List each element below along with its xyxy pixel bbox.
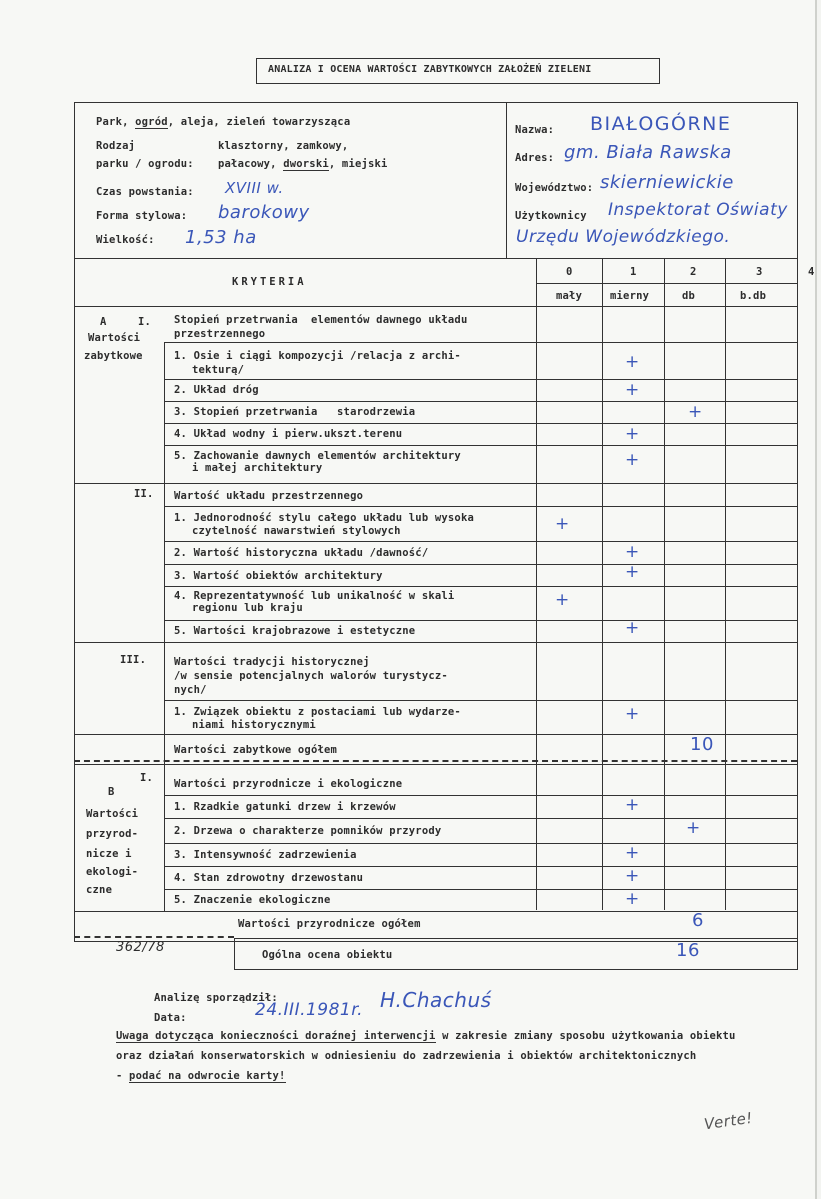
g2-item4-mark: + bbox=[555, 590, 570, 610]
b-item2: 2. Drzewa o charakterze pomników przyrody bbox=[174, 825, 442, 837]
uzytkownicy-value-2: Urzędu Wojewódzkiego. bbox=[516, 227, 731, 247]
analysed-by-label: Analizę sporządził: bbox=[154, 992, 278, 1004]
czas-label: Czas powstania: bbox=[96, 186, 194, 198]
b-line-0 bbox=[164, 795, 797, 796]
nazwa-value: BIAŁOGÓRNE bbox=[590, 113, 732, 135]
section-b-name-5: czne bbox=[86, 884, 113, 896]
nazwa-label: Nazwa: bbox=[515, 124, 555, 136]
group3-roman: III. bbox=[120, 654, 147, 666]
col0-num: 0 bbox=[566, 266, 573, 278]
b-item5-mark: + bbox=[625, 889, 640, 909]
g3-line-1 bbox=[74, 734, 797, 735]
b-item4-mark: + bbox=[625, 866, 640, 886]
total-b-value: 6 bbox=[692, 910, 704, 931]
g2-item1-mark: + bbox=[555, 514, 570, 534]
grid-col-1 bbox=[602, 258, 603, 910]
g1-item1-mark: + bbox=[625, 352, 640, 372]
g3-item1-line1: 1. Związek obiektu z postaciami lub wydarze- bbox=[174, 706, 461, 718]
total-a-divider-dashed bbox=[74, 760, 797, 762]
section-b-label: B bbox=[108, 786, 115, 798]
section-b-group-title: Wartości przyrodnicze i ekologiczne bbox=[174, 778, 403, 790]
grid-col-3 bbox=[725, 258, 726, 910]
section-b-name-4: ekologi- bbox=[86, 866, 139, 878]
note-line-1-underlined: Uwaga dotycząca konieczności doraźnej interwencji bbox=[116, 1030, 436, 1042]
g3-item1-mark: + bbox=[625, 704, 640, 724]
note-line-1-rest: w zakresie zmiany sposobu użytkowania obiektu bbox=[435, 1030, 736, 1042]
header-mid-line bbox=[536, 283, 797, 284]
g1-line-3 bbox=[164, 423, 797, 424]
g3-line-0 bbox=[164, 700, 797, 701]
date-value: 24.III.1981r. bbox=[255, 1000, 364, 1020]
g2-line-4 bbox=[164, 620, 797, 621]
signature: H.Chachuś bbox=[380, 988, 492, 1012]
g1-item3-mark: + bbox=[688, 402, 703, 422]
g2-line-2 bbox=[164, 564, 797, 565]
rodzaj-label: Rodzaj bbox=[96, 140, 136, 152]
group1-title-1: Stopień przetrwania elementów dawnego układu bbox=[174, 314, 468, 326]
g2-item4-line2: regionu lub kraju bbox=[192, 602, 303, 614]
b-line-1 bbox=[164, 818, 797, 819]
info-bottom-line bbox=[74, 258, 797, 259]
g2-item1-line1: 1. Jednorodność stylu całego układu lub wysoka bbox=[174, 512, 474, 524]
g1-line-5 bbox=[74, 483, 797, 484]
uzytkownicy-value-1: Inspektorat Oświaty bbox=[608, 200, 788, 220]
g1-item5-line1: 5. Zachowanie dawnych elementów architektury bbox=[174, 450, 461, 462]
g1-item2: 2. Układ dróg bbox=[174, 384, 259, 396]
rodzaj-options-2: pałacowy, dworski, miejski bbox=[218, 158, 388, 170]
park-type-line: Park, ogród, aleja, zieleń towarzysząca bbox=[96, 116, 351, 128]
wielkosc-label: Wielkość: bbox=[96, 234, 155, 246]
g1-line-0 bbox=[164, 342, 797, 343]
b-item3: 3. Intensywność zadrzewienia bbox=[174, 849, 357, 861]
note-line-2: oraz działań konserwatorskich w odniesieniu do zadrzewienia i obiektów architektonicznych bbox=[116, 1050, 697, 1062]
b-item5: 5. Znaczenie ekologiczne bbox=[174, 894, 331, 906]
b-item1-mark: + bbox=[625, 795, 640, 815]
col3-label: b.db bbox=[740, 290, 767, 302]
g1-item3: 3. Stopień przetrwania starodrzewia bbox=[174, 406, 416, 418]
g1-item5-line2: i małej architektury bbox=[192, 462, 323, 474]
section-a-name-2: zabytkowe bbox=[84, 350, 143, 362]
adres-value: gm. Biała Rawska bbox=[564, 142, 732, 163]
g1-item5-mark: + bbox=[625, 450, 640, 470]
group1-title-2: przestrzennego bbox=[174, 328, 266, 340]
g1-item1-line2: tekturą/ bbox=[192, 364, 245, 376]
col1-num: 1 bbox=[630, 266, 637, 278]
czas-value: XVIII w. bbox=[225, 179, 284, 197]
reference-number: 362/78 bbox=[116, 940, 165, 955]
b-item1: 1. Rzadkie gatunki drzew i krzewów bbox=[174, 801, 396, 813]
group2-roman: II. bbox=[134, 488, 154, 500]
b-item4: 4. Stan zdrowotny drzewostanu bbox=[174, 872, 364, 884]
g1-item2-mark: + bbox=[625, 380, 640, 400]
g2-line-5 bbox=[74, 642, 797, 643]
note-line-3 bbox=[116, 1070, 286, 1082]
header-bottom-line bbox=[74, 306, 797, 307]
forma-value: barokowy bbox=[218, 202, 310, 223]
g2-item5: 5. Wartości krajobrazowe i estetyczne bbox=[174, 625, 416, 637]
kryteria-header: KRYTERIA bbox=[232, 276, 307, 288]
g2-line-1 bbox=[164, 541, 797, 542]
wojewodztwo-value: skierniewickie bbox=[600, 172, 734, 193]
g1-item4: 4. Układ wodny i pierw.ukszt.terenu bbox=[174, 428, 403, 440]
grid-col-2 bbox=[664, 258, 665, 910]
b-line-2 bbox=[164, 843, 797, 844]
g2-line-3 bbox=[164, 586, 797, 587]
b-item3-mark: + bbox=[625, 843, 640, 863]
g2-item2: 2. Wartość historyczna układu /dawność/ bbox=[174, 547, 429, 559]
g2-item5-mark: + bbox=[625, 618, 640, 638]
total-b-label: Wartości przyrodnicze ogółem bbox=[238, 918, 421, 930]
col3-num: 3 bbox=[756, 266, 763, 278]
total-a-label: Wartości zabytkowe ogółem bbox=[174, 744, 338, 756]
g1-item1-line1: 1. Osie i ciągi kompozycji /relacja z archi- bbox=[174, 350, 461, 362]
col2-label: db bbox=[682, 290, 696, 302]
overall-label: Ogólna ocena obiektu bbox=[262, 949, 393, 961]
group3-title-1: Wartości tradycji historycznej bbox=[174, 656, 370, 668]
note-line-3-underlined: podać na odwrocie karty! bbox=[129, 1070, 286, 1082]
parku-label: parku / ogrodu: bbox=[96, 158, 194, 170]
page-title: ANALIZA I OCENA WARTOŚCI ZABYTKOWYCH ZAŁOŻEŃ ZIELENI bbox=[268, 64, 592, 75]
forma-label: Forma stylowa: bbox=[96, 210, 188, 222]
section-a-name-1: Wartości bbox=[88, 332, 141, 344]
g2-item2-mark: + bbox=[625, 542, 640, 562]
section-b-name-2: przyrod- bbox=[86, 828, 139, 840]
info-divider bbox=[506, 102, 507, 258]
b-line-5 bbox=[74, 911, 797, 912]
g1-item4-mark: + bbox=[625, 424, 640, 444]
note-line-3-dash: - bbox=[116, 1070, 130, 1082]
note-line-1 bbox=[116, 1030, 736, 1042]
g1-line-4 bbox=[164, 445, 797, 446]
col0-label: mały bbox=[556, 290, 583, 302]
uzytkownicy-label: Użytkownicy bbox=[515, 210, 587, 222]
verte-note: Verte! bbox=[702, 1108, 754, 1134]
b-line-4 bbox=[164, 889, 797, 890]
g1-line-1 bbox=[164, 379, 797, 380]
g2-item4-line1: 4. Reprezentatywność lub unikalność w skali bbox=[174, 590, 455, 602]
g2-item3: 3. Wartość obiektów architektury bbox=[174, 570, 383, 582]
section-b-roman: I. bbox=[140, 772, 154, 784]
group2-title: Wartość układu przestrzennego bbox=[174, 490, 364, 502]
rodzaj-options-1: klasztorny, zamkowy, bbox=[218, 140, 349, 152]
overall-value: 16 bbox=[676, 940, 700, 961]
g3-item1-line2: niami historycznymi bbox=[192, 719, 316, 731]
col2-num: 2 bbox=[690, 266, 697, 278]
total-a-value: 10 bbox=[690, 734, 714, 755]
section-a-label: A bbox=[100, 316, 107, 328]
col4-num: 4 bbox=[808, 266, 815, 278]
criteria-left-col bbox=[164, 342, 165, 912]
date-label: Data: bbox=[154, 1012, 187, 1024]
section-b-name-1: Wartości bbox=[86, 808, 139, 820]
grid-col-0 bbox=[536, 258, 537, 910]
group3-title-2: /w sensie potencjalnych walorów turystycz- bbox=[174, 670, 448, 682]
b-item2-mark: + bbox=[686, 818, 701, 838]
section-b-name-3: nicze i bbox=[86, 848, 132, 860]
g2-item1-line2: czytelność nawarstwień stylowych bbox=[192, 525, 401, 537]
col1-label: mierny bbox=[610, 290, 650, 302]
section-a-roman: I. bbox=[138, 316, 152, 328]
b-line-3 bbox=[164, 866, 797, 867]
g2-item3-mark: + bbox=[625, 562, 640, 582]
total-b-divider-dashed bbox=[74, 936, 234, 938]
total-a-divider bbox=[74, 764, 797, 765]
g2-line-0 bbox=[164, 506, 797, 507]
wielkosc-value: 1,53 ha bbox=[185, 227, 257, 248]
adres-label: Adres: bbox=[515, 152, 555, 164]
group3-title-3: nych/ bbox=[174, 684, 207, 696]
wojewodztwo-label: Województwo: bbox=[515, 182, 594, 194]
